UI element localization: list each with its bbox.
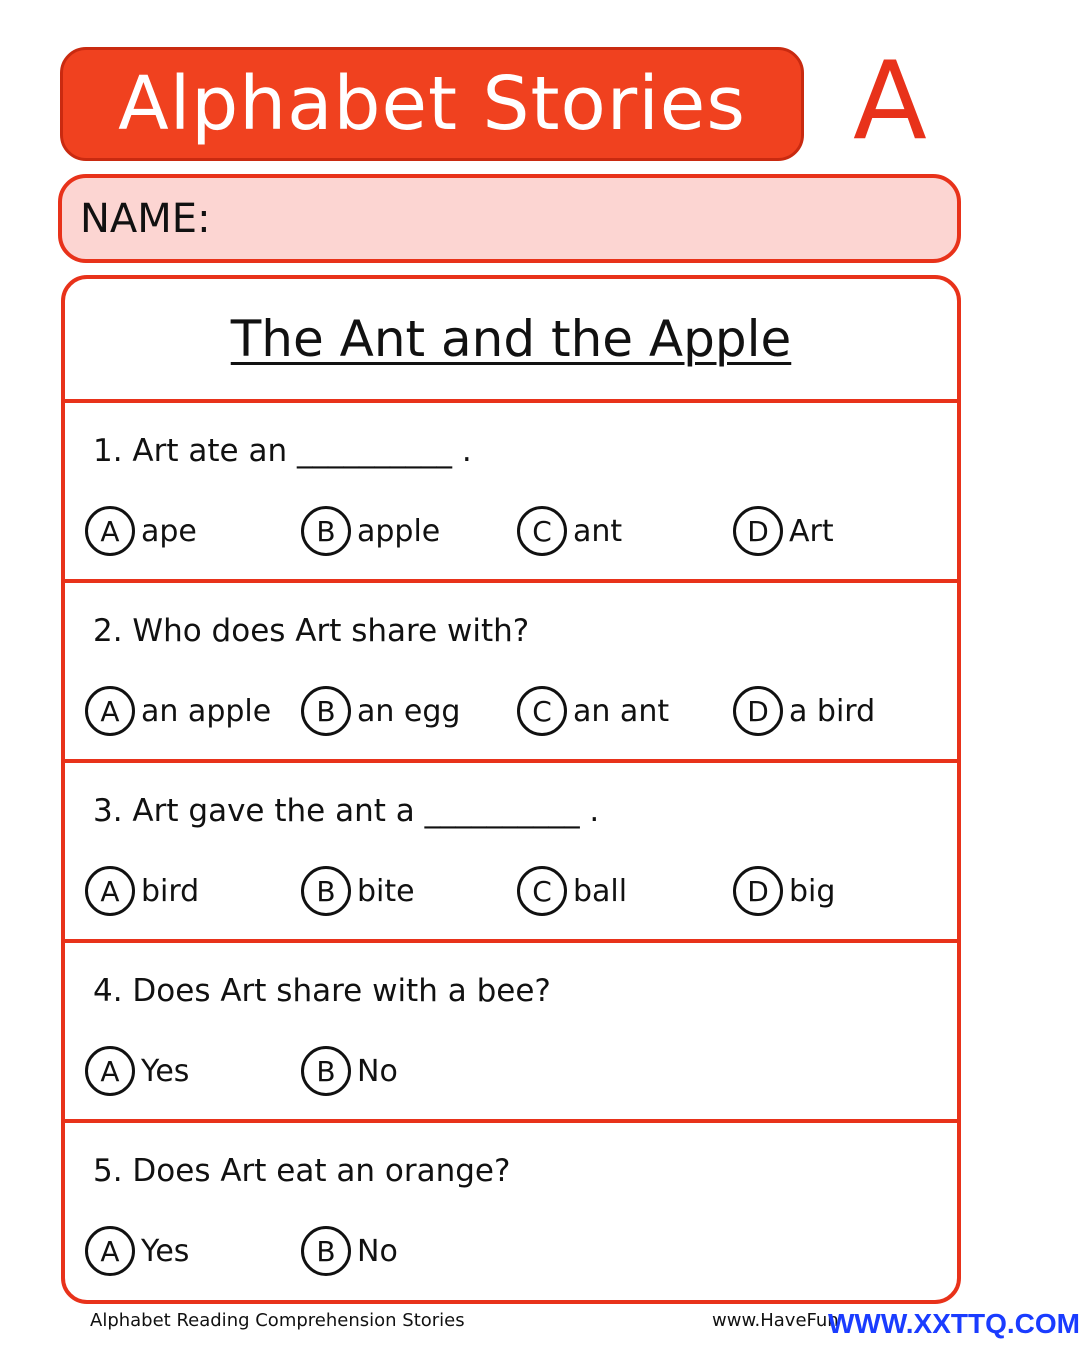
option-c[interactable] [517,683,669,739]
option-text: Yes [141,1053,190,1089]
option-d[interactable] [733,503,834,559]
option-text: an apple [141,693,272,729]
option-letter-circle: B [301,506,351,556]
option-letter-circle: B [301,1226,351,1276]
question-text: 2. Who does Art share with? [93,613,530,649]
answer-options [85,1223,945,1279]
option-b[interactable] [301,863,415,919]
option-text: big [789,873,836,909]
option-letter-circle: A [85,686,135,736]
title-banner [60,47,804,161]
option-text: an egg [357,693,461,729]
name-field[interactable] [58,174,961,263]
option-b[interactable] [301,1223,398,1279]
footer-caption: Alphabet Reading Comprehension Stories [90,1310,465,1331]
question-5 [65,1123,957,1303]
option-letter-circle: C [517,506,567,556]
story-title: The Ant and the Apple [230,310,792,368]
footer-website: www.HaveFun [712,1310,839,1331]
question-text: 1. Art ate an __________ . [93,433,472,469]
option-text: bird [141,873,200,909]
option-text: an ant [573,693,670,729]
option-letter-circle: D [733,506,783,556]
option-a[interactable] [85,503,197,559]
option-a[interactable] [85,863,199,919]
alphabet-letter: A [853,39,927,164]
worksheet-box [61,275,961,1304]
option-a[interactable] [85,683,271,739]
option-b[interactable] [301,1043,398,1099]
option-letter-circle: C [517,686,567,736]
watermark: WWW.XXTTQ.COM [828,1308,1080,1339]
option-a[interactable] [85,1043,189,1099]
name-label: NAME: [80,195,211,242]
option-text: ant [573,513,623,549]
option-letter-circle: D [733,686,783,736]
option-text: a bird [789,693,876,729]
option-text: No [357,1233,398,1269]
option-b[interactable] [301,683,460,739]
question-text: 3. Art gave the ant a __________ . [93,793,600,829]
option-letter-circle: A [85,1226,135,1276]
option-letter-circle: A [85,506,135,556]
option-text: ball [573,873,628,909]
answer-options [85,683,945,739]
option-text: Art [789,513,834,549]
question-3 [65,763,957,943]
option-text: No [357,1053,398,1089]
question-4 [65,943,957,1123]
option-letter-circle: B [301,1046,351,1096]
option-text: ape [141,513,197,549]
answer-options [85,1043,945,1099]
question-text: 5. Does Art eat an orange? [93,1153,511,1189]
option-c[interactable] [517,863,627,919]
page-title: Alphabet Stories [118,61,746,147]
option-c[interactable] [517,503,622,559]
question-text: 4. Does Art share with a bee? [93,973,551,1009]
option-b[interactable] [301,503,440,559]
option-d[interactable] [733,863,835,919]
option-a[interactable] [85,1223,189,1279]
option-text: bite [357,873,415,909]
option-letter-circle: A [85,1046,135,1096]
option-text: apple [357,513,441,549]
option-letter-circle: B [301,866,351,916]
option-d[interactable] [733,683,875,739]
option-letter-circle: B [301,686,351,736]
option-letter-circle: C [517,866,567,916]
option-text: Yes [141,1233,190,1269]
question-1 [65,403,957,583]
option-letter-circle: D [733,866,783,916]
question-2 [65,583,957,763]
answer-options [85,503,945,559]
option-letter-circle: A [85,866,135,916]
story-header [65,279,957,403]
answer-options [85,863,945,919]
